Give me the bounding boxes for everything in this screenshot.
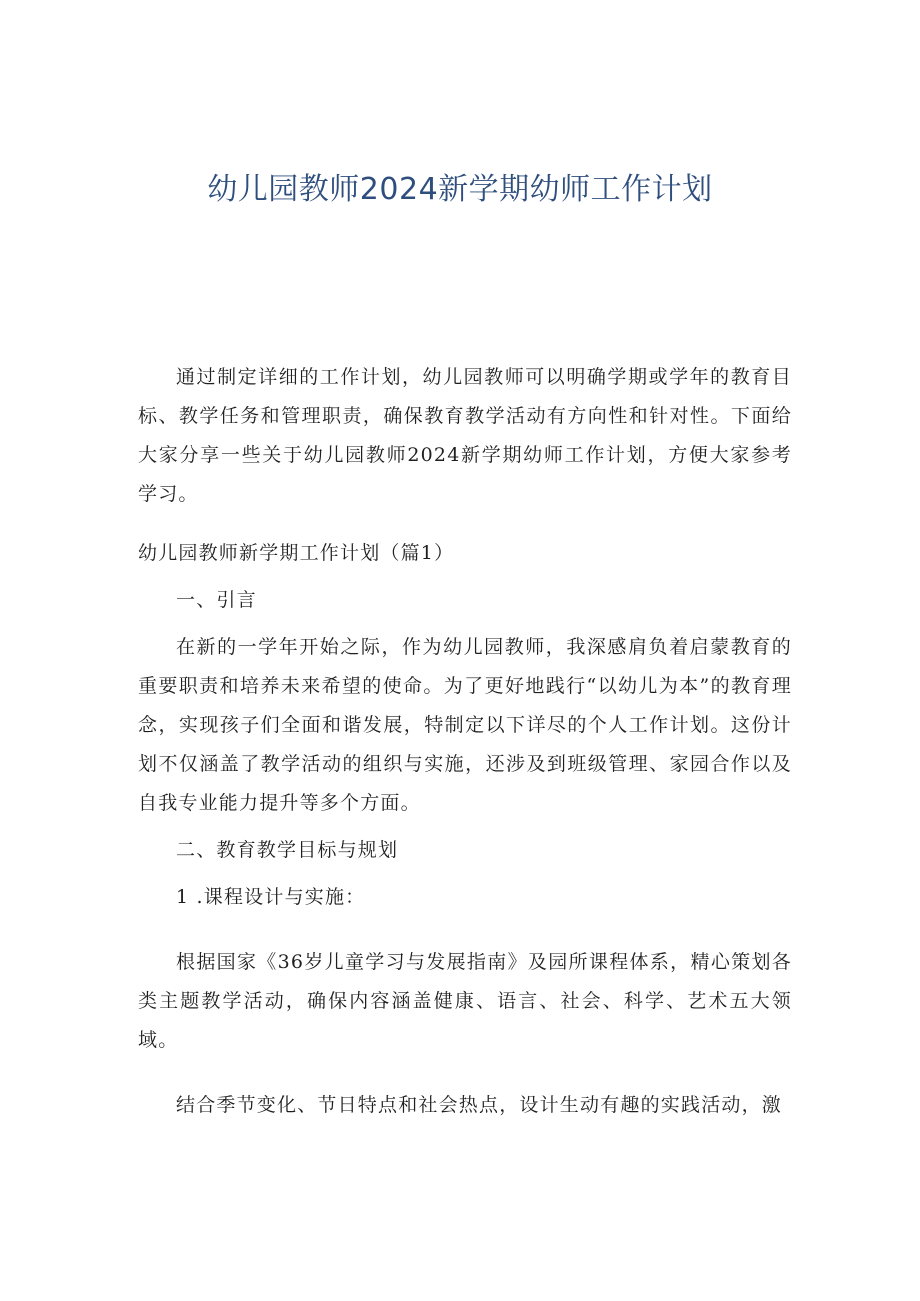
section-title: 幼儿园教师新学期工作计划（篇1） — [138, 542, 455, 564]
curriculum-paragraph: 根据国家《36岁儿童学习与发展指南》及园所课程体系，精心策划各类主题教学活动，确保内容涵盖健康、语言、社会、科学、艺术五大领域。 — [138, 951, 792, 1051]
introduction-paragraph: 在新的一学年开始之际，作为幼儿园教师，我深感肩负着启蒙教育的重要职责和培养未来希望的使命。为了更好地践行“以幼儿为本”的教育理念，实现孩子们全面和谐发展，特制定以下详尽的个人工作计划。这份计划不仅涵盖了教学活动的组织与实施，还涉及到班级管理、家园合作以及自我专业能力提升等多个方面。 — [138, 636, 792, 814]
heading-introduction: 一、引言 — [176, 589, 257, 611]
activities-paragraph: 结合季节变化、节日特点和社会热点，设计生动有趣的实践活动，激 — [176, 1094, 783, 1116]
intro-paragraph: 通过制定详细的工作计划，幼儿园教师可以明确学期或学年的教育目标、教学任务和管理职责，确保教育教学活动有方向性和针对性。下面给大家分享一些关于幼儿园教师2024新学期幼师工作计划，方便大家参考学习。 — [138, 366, 792, 505]
document-body — [138, 358, 792, 1125]
document-title: 幼儿园教师2024新学期幼师工作计划 — [207, 172, 713, 207]
subheading-curriculum: 1 .课程设计与实施： — [176, 886, 366, 908]
heading-goals: 二、教育教学目标与规划 — [176, 839, 399, 861]
